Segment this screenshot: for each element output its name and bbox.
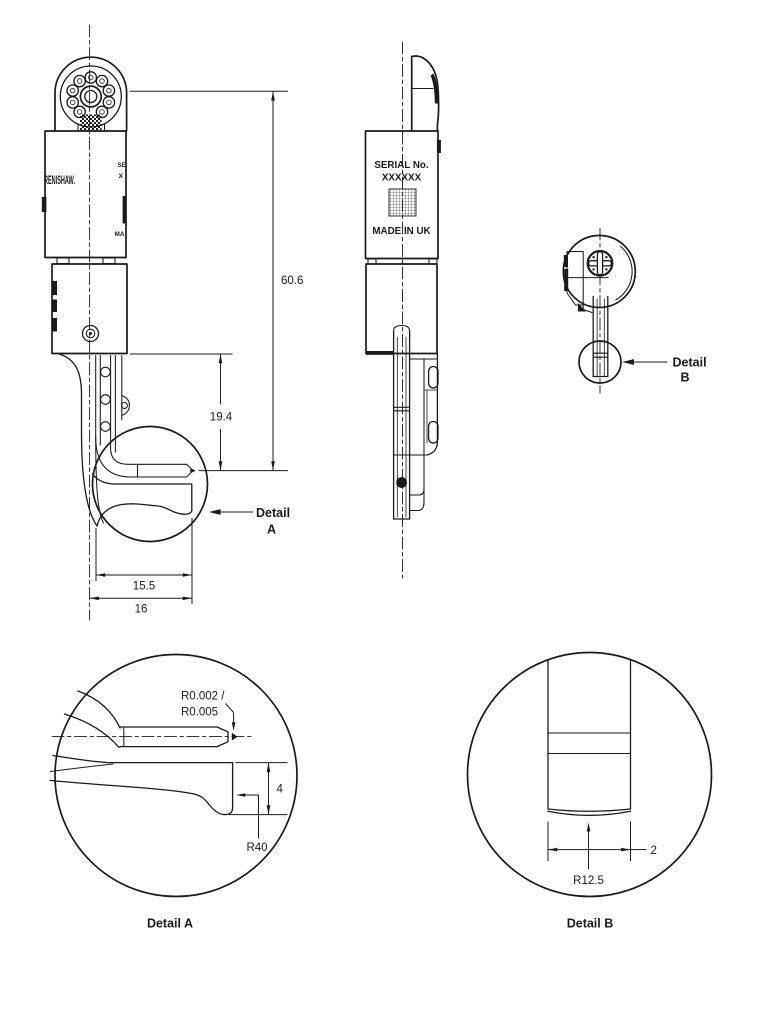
- center-bore: [80, 86, 101, 107]
- wrapped-serial-value: X: [118, 173, 123, 180]
- detail-b-blade: [548, 660, 631, 816]
- dim-overall-height: 60.6: [281, 275, 304, 287]
- front-view: [42, 25, 208, 620]
- side-view: [366, 42, 441, 578]
- detail-a-caption: Detail A: [146, 916, 194, 931]
- detail-a-callout-letter: A: [266, 522, 277, 537]
- side-blade: [394, 326, 438, 520]
- rear-view: [563, 228, 635, 393]
- dim-width-inner: 15.5: [132, 580, 156, 593]
- detail-b-circle: [468, 653, 712, 897]
- dim-stylus-drop: 19.4: [209, 411, 233, 424]
- detail-a-callout-word: Detail: [256, 506, 291, 520]
- detail-a-arrow: [209, 509, 221, 515]
- detail-a-skid: [50, 756, 233, 815]
- blade-pivot-dot: [396, 477, 407, 488]
- detail-b-arrow: [622, 359, 634, 365]
- side-body-lower: [366, 264, 437, 354]
- detail-b-view: [468, 653, 712, 931]
- detail-b-callout-letter: B: [680, 370, 690, 385]
- datamatrix-code: [80, 115, 102, 132]
- detail-a-callout: [209, 506, 290, 537]
- tip-radius-note-line1: R0.002 /: [181, 690, 225, 703]
- detail-b-callout-word: Detail: [672, 355, 707, 370]
- stylus-tip: [191, 468, 196, 473]
- contact-ring: [67, 72, 115, 118]
- probe-body-upper: [45, 131, 126, 258]
- dim-skid-height: 4: [276, 783, 283, 796]
- dim-blade-width: 2: [650, 845, 657, 857]
- tip-radius-note-line2: R0.005: [181, 706, 219, 719]
- dim-blade-radius: R12.5: [573, 875, 604, 887]
- label-hatch-area: [389, 189, 416, 216]
- detail-b-callout: [622, 356, 707, 385]
- wrapped-serial-text: SE: [117, 162, 127, 169]
- rear-blade: [593, 297, 608, 377]
- detail-a-view: [50, 655, 297, 931]
- wrapped-made-in: MA: [114, 231, 125, 238]
- brand-logo-text: RENISHAW.: [44, 175, 75, 187]
- detail-b-caption: Detail B: [566, 916, 614, 931]
- made-in-label: MADE IN UK: [372, 226, 431, 237]
- serial-label: SERIAL No.: [374, 160, 429, 171]
- serial-value: XXXXXX: [381, 172, 422, 184]
- dim-skid-radius: R40: [246, 842, 268, 854]
- detail-a-stylus-tip: [232, 733, 238, 741]
- stylus-blade: [58, 354, 196, 527]
- detail-a-circle: [55, 655, 297, 897]
- dim-width-outer: 16: [134, 603, 148, 616]
